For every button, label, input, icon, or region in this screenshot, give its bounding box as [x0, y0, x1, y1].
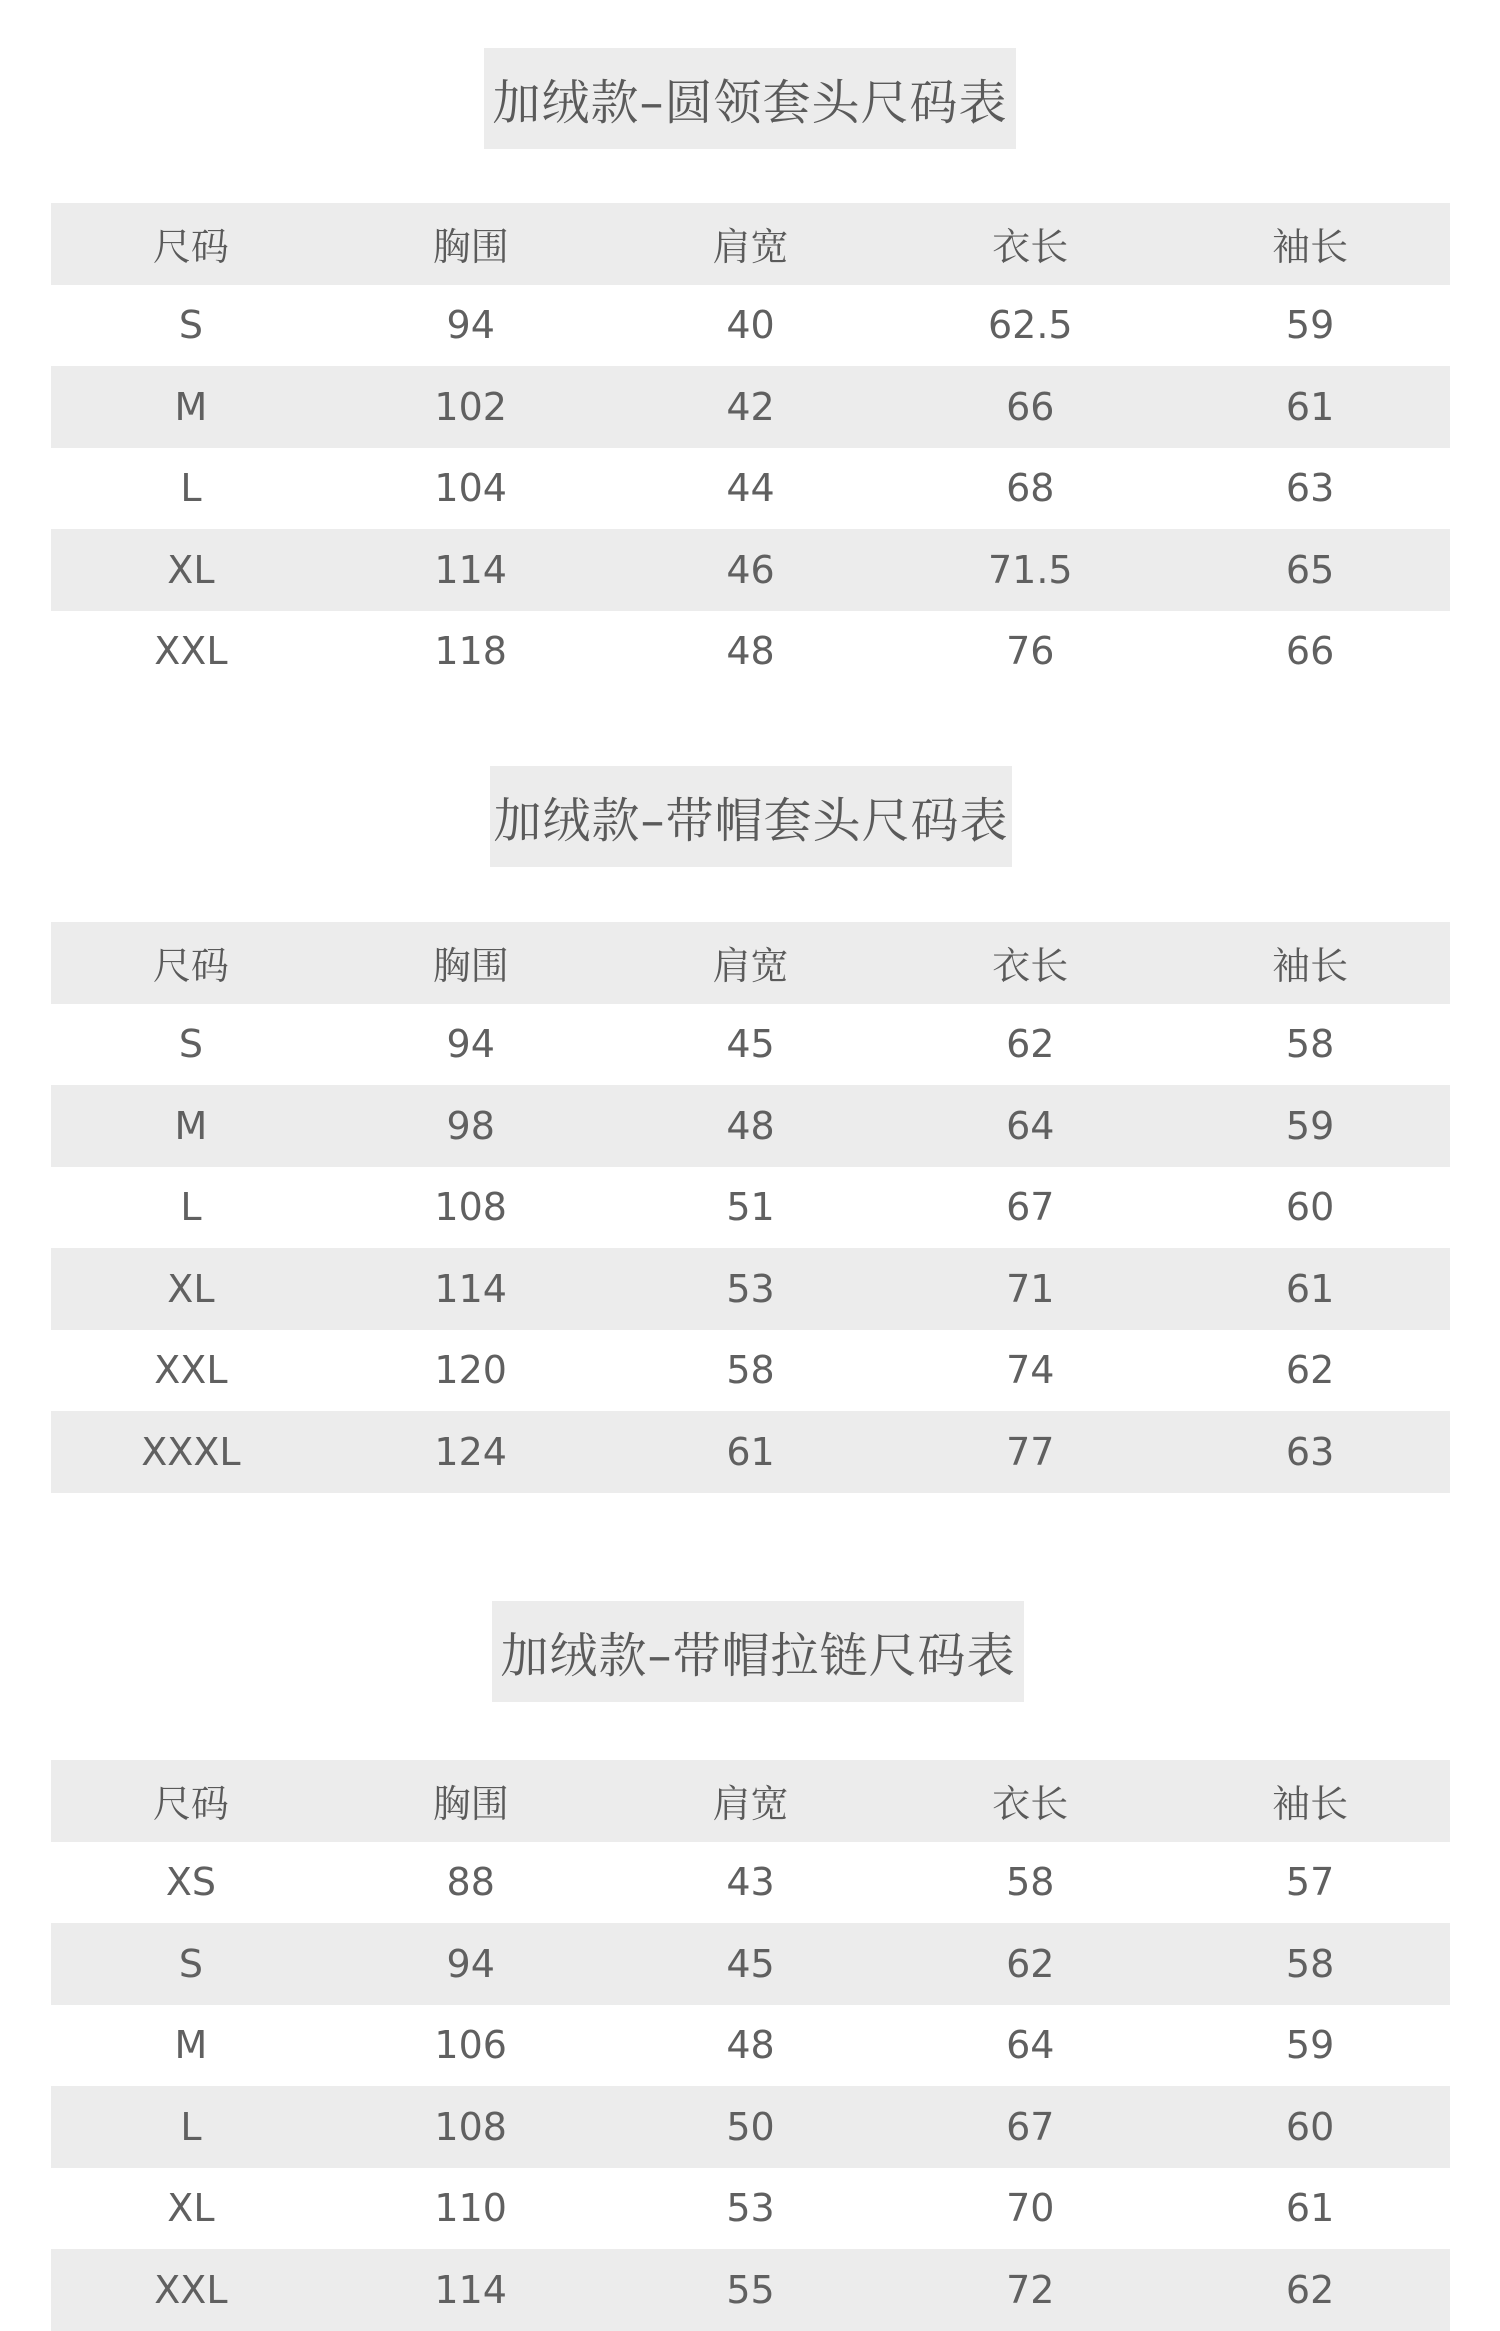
size-table	[51, 203, 1450, 692]
cell-length: 70	[1006, 2186, 1055, 2231]
table-title: 加绒款–带帽拉链尺码表	[492, 1601, 1024, 1702]
table-row	[51, 285, 1450, 367]
cell-sleeve: 59	[1285, 303, 1335, 348]
cell-length: 71.5	[987, 547, 1073, 592]
cell-sleeve: 61	[1285, 1266, 1335, 1311]
cell-size: L	[180, 2104, 202, 2149]
cell-sleeve: 58	[1285, 1941, 1335, 1986]
cell-chest: 114	[434, 547, 507, 592]
cell-size: S	[178, 1941, 203, 1986]
cell-size: S	[178, 1022, 203, 1067]
cell-size: XXL	[154, 629, 228, 674]
cell-sleeve: 57	[1285, 1860, 1335, 1905]
table-row	[51, 1167, 1450, 1249]
cell-shoulder: 43	[726, 1860, 775, 1905]
cell-size: L	[180, 466, 202, 511]
cell-shoulder: 42	[726, 384, 775, 429]
cell-size: S	[178, 303, 203, 348]
cell-length: 77	[1006, 1429, 1055, 1474]
table-row	[51, 2005, 1450, 2087]
cell-chest: 114	[434, 1266, 507, 1311]
cell-chest: 120	[434, 1348, 507, 1393]
table-row	[51, 611, 1450, 693]
cell-shoulder: 45	[726, 1941, 775, 1986]
header-chest: 胸围	[432, 1782, 509, 1827]
cell-chest: 108	[434, 2104, 507, 2149]
cell-sleeve: 59	[1285, 2023, 1335, 2068]
cell-shoulder: 53	[726, 1266, 775, 1311]
cell-shoulder: 61	[726, 1429, 775, 1474]
cell-sleeve: 59	[1285, 1103, 1335, 1148]
cell-chest: 108	[434, 1185, 507, 1230]
table-row	[51, 1330, 1450, 1412]
header-size: 尺码	[152, 225, 229, 270]
table-row	[51, 2086, 1450, 2168]
cell-sleeve: 63	[1285, 1429, 1335, 1474]
cell-shoulder: 53	[726, 2186, 775, 2231]
table-row	[51, 1842, 1450, 1924]
cell-length: 68	[1006, 466, 1055, 511]
table-header-row	[51, 203, 1450, 285]
cell-length: 64	[1006, 1103, 1055, 1148]
cell-sleeve: 62	[1285, 2267, 1335, 2312]
cell-sleeve: 58	[1285, 1022, 1335, 1067]
cell-shoulder: 55	[726, 2267, 775, 2312]
cell-chest: 94	[446, 1941, 495, 1986]
cell-shoulder: 40	[726, 303, 775, 348]
cell-length: 66	[1006, 384, 1055, 429]
table-row	[51, 2249, 1450, 2331]
cell-size: XL	[167, 1266, 215, 1311]
cell-size: XXL	[154, 1348, 228, 1393]
table-row	[51, 1085, 1450, 1167]
header-size: 尺码	[152, 1782, 229, 1827]
cell-length: 72	[1006, 2267, 1055, 2312]
cell-shoulder: 58	[726, 1348, 775, 1393]
cell-shoulder: 48	[726, 2023, 775, 2068]
header-length: 衣长	[992, 1782, 1069, 1827]
header-shoulder: 肩宽	[712, 225, 789, 270]
table-row	[51, 1411, 1450, 1493]
cell-size: M	[174, 1103, 208, 1148]
cell-length: 76	[1006, 629, 1055, 674]
table-title: 加绒款–带帽套头尺码表	[490, 766, 1012, 867]
header-length: 衣长	[992, 225, 1069, 270]
header-length: 衣长	[992, 944, 1069, 989]
table-header-row	[51, 922, 1450, 1004]
header-sleeve: 袖长	[1272, 1782, 1349, 1827]
cell-size: XL	[167, 547, 215, 592]
header-sleeve: 袖长	[1272, 944, 1349, 989]
cell-length: 67	[1006, 2104, 1055, 2149]
cell-length: 62	[1006, 1022, 1055, 1067]
size-table	[51, 1760, 1450, 2331]
cell-size: XXXL	[141, 1429, 241, 1474]
cell-chest: 114	[434, 2267, 507, 2312]
cell-length: 74	[1006, 1348, 1055, 1393]
header-sleeve: 袖长	[1272, 225, 1349, 270]
cell-chest: 94	[446, 303, 495, 348]
cell-size: M	[174, 384, 208, 429]
cell-chest: 88	[446, 1860, 495, 1905]
cell-chest: 98	[446, 1103, 495, 1148]
cell-sleeve: 60	[1285, 2104, 1335, 2149]
cell-shoulder: 46	[726, 547, 775, 592]
cell-sleeve: 63	[1285, 466, 1335, 511]
header-shoulder: 肩宽	[712, 1782, 789, 1827]
header-size: 尺码	[152, 944, 229, 989]
header-chest: 胸围	[432, 944, 509, 989]
table-row	[51, 1004, 1450, 1086]
cell-size: M	[174, 2023, 208, 2068]
cell-sleeve: 66	[1285, 629, 1335, 674]
cell-sleeve: 65	[1285, 547, 1335, 592]
cell-sleeve: 60	[1285, 1185, 1335, 1230]
cell-sleeve: 61	[1285, 384, 1335, 429]
cell-length: 62.5	[987, 303, 1073, 348]
header-chest: 胸围	[432, 225, 509, 270]
table-row	[51, 1248, 1450, 1330]
cell-chest: 118	[434, 629, 507, 674]
size-table	[51, 922, 1450, 1493]
table-row	[51, 529, 1450, 611]
cell-size: XL	[167, 2186, 215, 2231]
cell-chest: 94	[446, 1022, 495, 1067]
cell-shoulder: 48	[726, 1103, 775, 1148]
cell-shoulder: 50	[726, 2104, 775, 2149]
cell-chest: 106	[434, 2023, 507, 2068]
table-row	[51, 1923, 1450, 2005]
cell-length: 67	[1006, 1185, 1055, 1230]
cell-size: L	[180, 1185, 202, 1230]
cell-shoulder: 44	[726, 466, 775, 511]
table-header-row	[51, 1760, 1450, 1842]
cell-chest: 110	[434, 2186, 507, 2231]
cell-chest: 124	[434, 1429, 507, 1474]
table-row	[51, 2168, 1450, 2250]
cell-length: 71	[1006, 1266, 1055, 1311]
table-row	[51, 366, 1450, 448]
cell-sleeve: 62	[1285, 1348, 1335, 1393]
cell-size: XXL	[154, 2267, 228, 2312]
cell-shoulder: 45	[726, 1022, 775, 1067]
cell-shoulder: 51	[726, 1185, 775, 1230]
cell-shoulder: 48	[726, 629, 775, 674]
table-row	[51, 448, 1450, 530]
cell-chest: 104	[434, 466, 507, 511]
cell-length: 58	[1006, 1860, 1055, 1905]
header-shoulder: 肩宽	[712, 944, 789, 989]
cell-length: 64	[1006, 2023, 1055, 2068]
table-title: 加绒款–圆领套头尺码表	[484, 48, 1016, 149]
cell-sleeve: 61	[1285, 2186, 1335, 2231]
cell-size: XS	[165, 1860, 216, 1905]
cell-chest: 102	[434, 384, 507, 429]
cell-length: 62	[1006, 1941, 1055, 1986]
